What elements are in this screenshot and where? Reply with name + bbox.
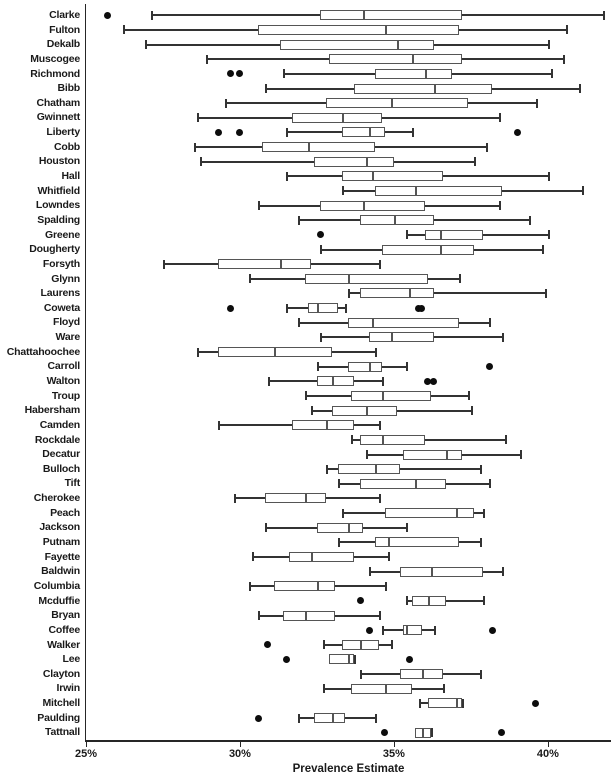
county-label: Laurens [40,287,80,300]
county-label: Baldwin [41,565,80,578]
county-label: Fayette [44,550,80,563]
county-label: Troup [51,389,80,402]
county-label: Clarke [49,9,80,21]
county-label: Spalding [37,213,80,226]
county-label: Walker [47,638,80,651]
county-label: Camden [39,418,80,431]
county-label: Cherokee [33,492,80,505]
county-label: Habersham [24,404,80,417]
county-label: Mitchell [42,697,80,710]
x-tick-label: 25% [74,748,98,760]
x-tick-label: 40% [536,748,559,760]
county-label: Richmond [30,67,80,80]
county-label: Dekalb [46,38,80,51]
county-label: Mcduffie [38,594,80,607]
county-label: Muscogee [30,52,80,65]
county-label: Whitfield [37,184,80,197]
x-axis-ticks [74,0,611,781]
county-label: Peach [50,506,80,519]
x-tick-label: 35% [382,748,405,760]
county-label: Lowndes [35,199,80,212]
county-label: Carroll [47,360,80,373]
x-tick-label: 30% [228,748,251,760]
x-tick-mark [86,742,87,747]
county-label: Tift [64,477,80,490]
county-label: Coffee [48,623,80,636]
county-label: Cobb [53,140,80,153]
county-label: Bulloch [42,462,80,475]
county-label: Tattnall [45,726,80,739]
county-label: Bibb [57,82,80,95]
county-label: Columbia [33,579,80,592]
x-tick-mark [548,742,549,747]
county-label: Clayton [42,667,80,680]
county-label: Floyd [53,316,80,329]
county-label: Greene [45,228,80,241]
county-label: Liberty [46,126,80,139]
county-label: Chattahoochee [6,345,80,358]
county-label: Glynn [51,272,80,285]
county-label: Hall [61,170,80,183]
county-label: Bryan [51,609,80,622]
county-label: Forsyth [42,257,80,270]
county-label: Walton [46,375,80,387]
county-label: Houston [38,155,80,168]
county-label: Chatham [36,96,80,109]
county-label: Rockdale [34,433,80,446]
county-label: Lee [62,653,80,666]
county-label: Irwin [56,682,80,695]
county-label: Fulton [49,23,80,36]
county-label: Putnam [42,536,80,549]
county-label: Dougherty [29,243,80,256]
x-tick-mark [240,742,241,747]
county-label: Gwinnett [36,111,80,124]
county-label: Decatur [42,448,80,461]
county-label: Coweta [43,301,80,314]
x-tick-mark [394,742,395,747]
county-label: Ware [55,331,80,344]
county-label: Paulding [37,711,80,724]
x-axis-title: Prevalence Estimate [292,763,405,775]
county-label: Jackson [39,521,80,534]
